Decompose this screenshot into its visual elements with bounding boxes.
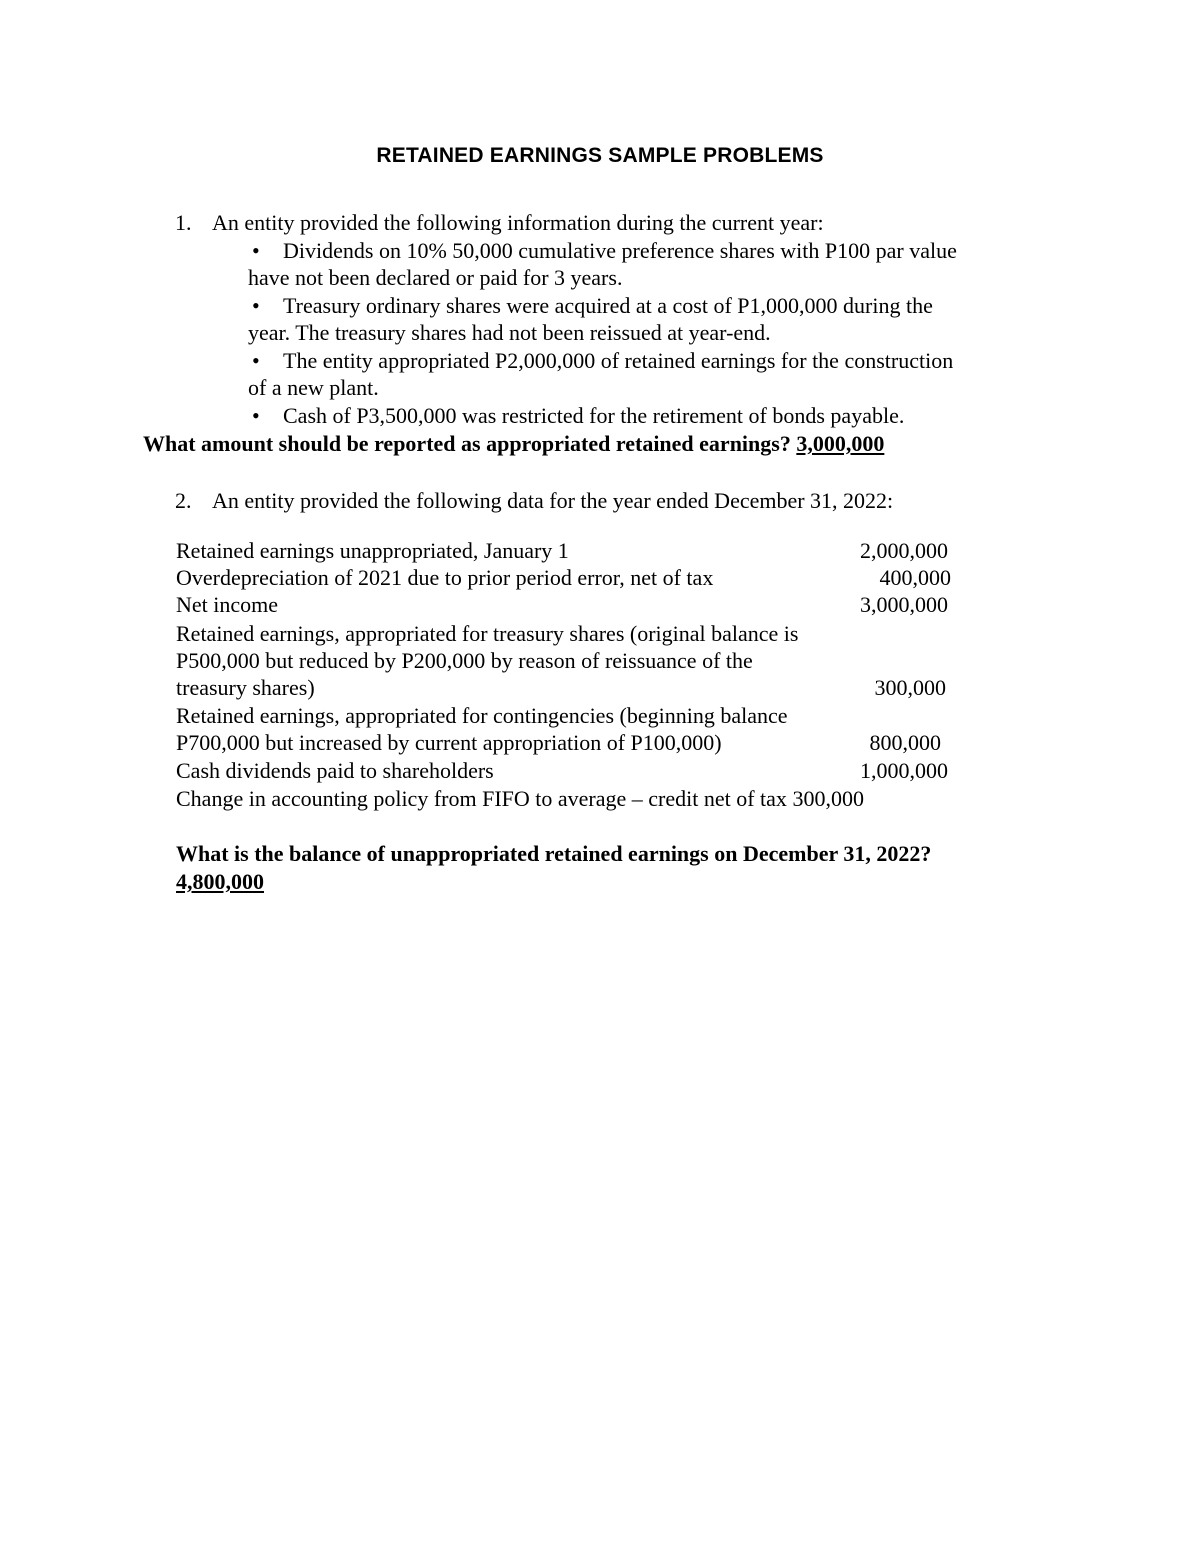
bullet-icon: • <box>252 238 260 263</box>
bullet-icon: • <box>252 403 260 428</box>
item-amount: 3,000,000 <box>860 592 948 617</box>
bullet-2-line-1: Treasury ordinary shares were acquired at a cost of P1,000,000 during the <box>283 293 933 318</box>
bullet-3-line-1: The entity appropriated P2,000,000 of retained earnings for the construction <box>283 348 954 373</box>
item-label-line-1: Retained earnings, appropriated for contingencies (beginning balance <box>176 703 788 728</box>
bullet-4-line-1: Cash of P3,500,000 was restricted for the retirement of bonds payable. <box>283 403 905 428</box>
item-amount: 400,000 <box>879 565 951 590</box>
item-label: Net income <box>176 592 279 617</box>
problem-2-answer: 4,800,000 <box>176 869 264 894</box>
problem-2-intro: An entity provided the following data for the year ended December 31, 2022: <box>212 488 894 513</box>
problem-2-question: What is the balance of unappropriated retained earnings on December 31, 2022? <box>176 841 932 866</box>
problem-1-number: 1. <box>175 210 192 235</box>
bullet-icon: • <box>252 293 260 318</box>
item-row-last <box>176 785 864 812</box>
item-label-line-2: P700,000 but increased by current appropriation of P100,000) <box>176 730 722 755</box>
item-label-line-1: Retained earnings, appropriated for treasury shares (original balance is <box>176 621 799 646</box>
bullet-icon: • <box>252 348 260 373</box>
bullet-2-line-2: year. The treasury shares had not been reissued at year-end. <box>248 320 771 345</box>
problem-2-number: 2. <box>175 488 192 513</box>
item-amount: 300,000 <box>874 675 946 700</box>
item-label-line-2: P500,000 but reduced by P200,000 by reason of reissuance of the <box>176 648 753 673</box>
problem-1-question <box>143 430 884 457</box>
item-label: Retained earnings unappropriated, January 1 <box>176 538 569 563</box>
item-amount: 800,000 <box>869 730 941 755</box>
bullet-3-line-2: of a new plant. <box>248 375 379 400</box>
item-label: Overdepreciation of 2021 due to prior period error, net of tax <box>176 565 714 590</box>
item-label-line-3: treasury shares) <box>176 675 315 700</box>
page-title: RETAINED EARNINGS SAMPLE PROBLEMS <box>376 144 824 167</box>
item-amount: 1,000,000 <box>860 758 948 783</box>
item-amount: 2,000,000 <box>860 538 948 563</box>
item-label: Change in accounting policy from FIFO to average – credit net of tax <box>176 786 787 811</box>
bullet-1-line-1: Dividends on 10% 50,000 cumulative preference shares with P100 par value <box>283 238 957 263</box>
item-amount: 300,000 <box>792 786 864 811</box>
problem-1-answer: 3,000,000 <box>796 431 885 456</box>
item-label: Cash dividends paid to shareholders <box>176 758 494 783</box>
problem-1-question-text: What amount should be reported as appropriated retained earnings? <box>143 431 791 456</box>
problem-1-intro: An entity provided the following information during the current year: <box>212 210 824 235</box>
bullet-1-line-2: have not been declared or paid for 3 years. <box>248 265 623 290</box>
